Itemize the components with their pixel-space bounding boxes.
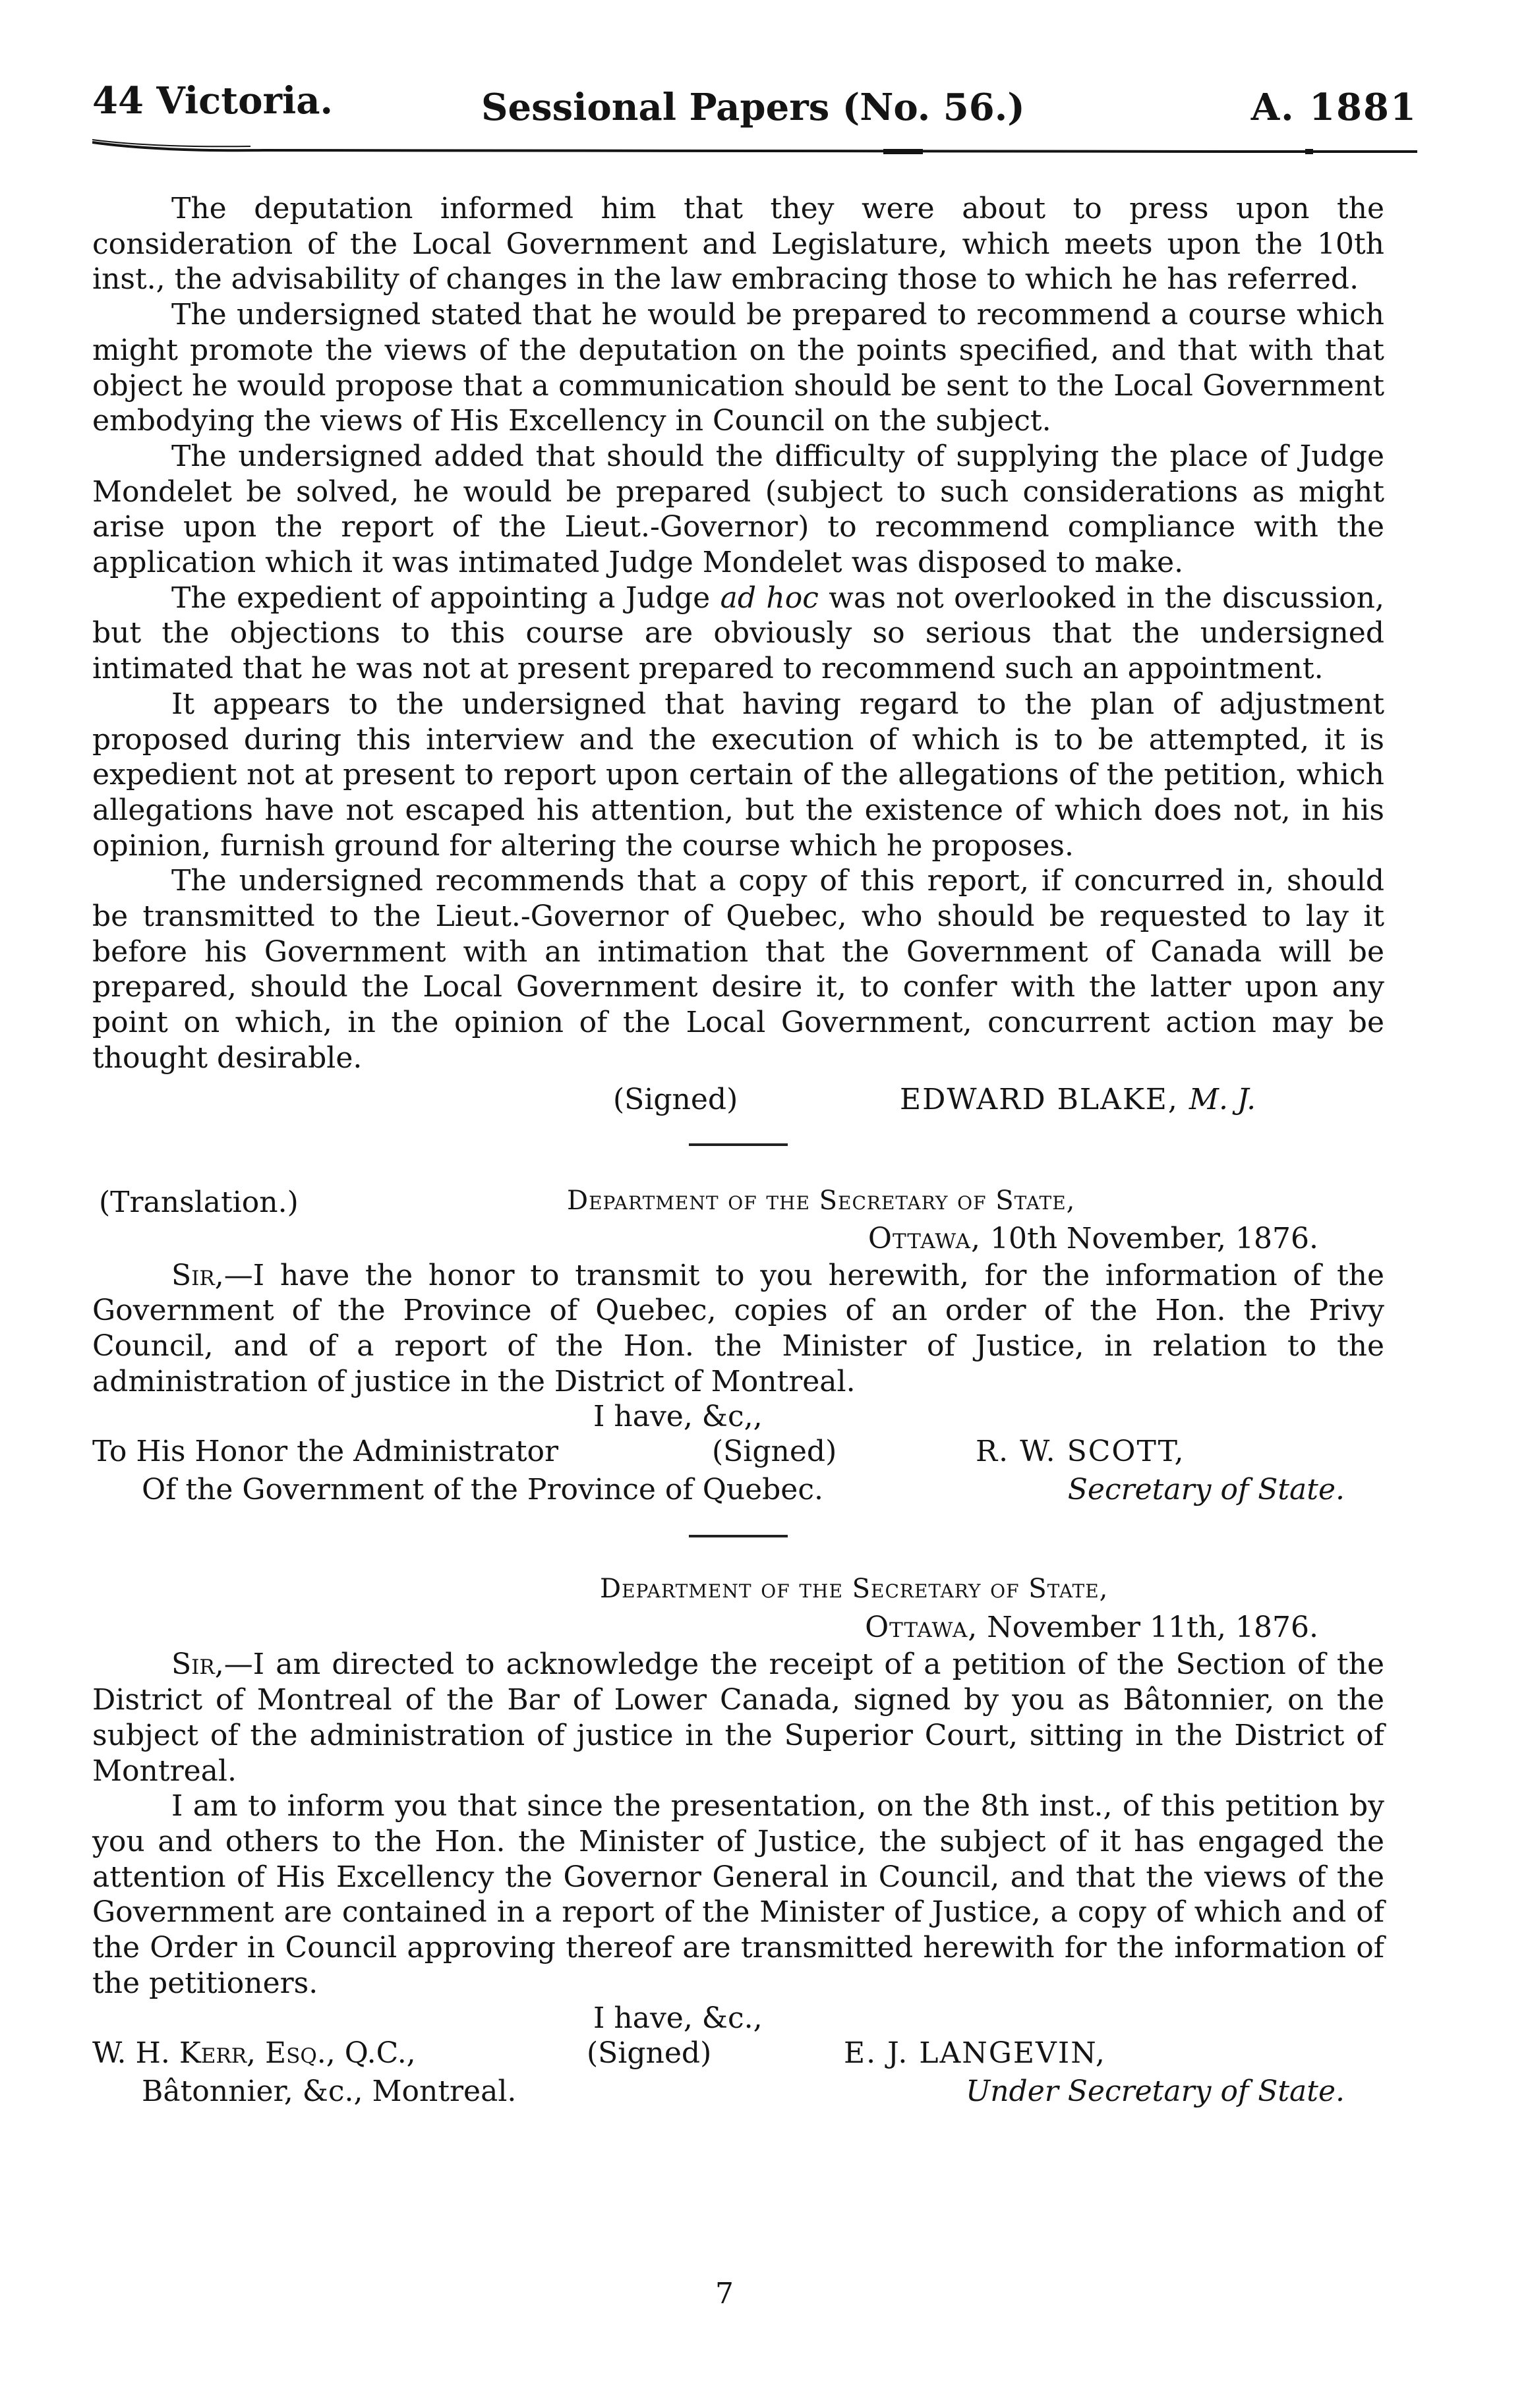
letter1-salutation: Sir,: [171, 1258, 224, 1292]
letter-2: [92, 1569, 1384, 2122]
letter2-department: Department of the Secretary of State,: [600, 1574, 1109, 1605]
report-paragraph-2: The undersigned stated that he would be prepared to recommend a course which might promote the views of the deputation on the points specified, and that with that object he would propose that a communication should be sent to the Local Government embodying the views of His Excellency in Council on the subject.: [92, 298, 1384, 438]
section-divider-2: [689, 1535, 788, 1537]
page-header: [92, 46, 1417, 138]
letter1-body: [92, 1258, 1384, 1400]
report-paragraph-4: [92, 581, 1384, 687]
report-paragraph-4-lead: The: [171, 581, 227, 615]
letter1-place-date: [92, 1220, 1384, 1258]
letter2-addressee-2: Bâtonnier, &c., Montreal.: [142, 2075, 517, 2109]
report-paragraph-4-a: expedient of appointing a Judge: [237, 581, 711, 615]
letter2-addressee-1: W. H. Kerr, Esq., Q.C.,: [92, 2036, 416, 2071]
letter1-city: Ottawa,: [867, 1221, 982, 1255]
report-signed-label: (Signed): [613, 1082, 738, 1116]
report-paragraph-6: The undersigned recommends that a copy of this report, if concurred in, should be transmitted to the Lieut.-Governor of Quebec, who should be requested to lay it before his Government with an intimation that the Government of Canada will be prepared, should the Local Government desire it, to confer with the latter upon any point on which, in the opinion of the Local Government, concurrent action may be thought desirable.: [92, 864, 1384, 1075]
letter2-body-1-text: —I am directed to acknowledge the receipt of a petition of the Section of the District of Montreal of the Bar of Lower Canada, signed by you as Bâtonnier, on the subject of the administration of justice in the Superior Court, sitting in the District of Montreal.: [92, 1648, 1384, 1788]
letter2-body-1: [92, 1647, 1384, 1789]
letter1-addressee-2: Of the Government of the Province of Quebec.: [142, 1473, 823, 1507]
letter1-signer-title: Secretary of State.: [1067, 1473, 1345, 1507]
report-signer: [900, 1083, 1256, 1116]
report-signature: [92, 1076, 1384, 1122]
letter1-date: 10th November, 1876.: [990, 1221, 1318, 1255]
header-title: Sessional Papers (No. 56.): [481, 86, 1025, 129]
letter2-closing: I have, &c.,: [593, 2001, 763, 2036]
report-paragraph-1: The deputation informed him that they were about to press upon the consideration of the Local Government and Legislature, which meets upon the 10th inst., the advisability of changes in the law embracing those to which he has referred.: [92, 192, 1384, 297]
letter1-signer: R. W. SCOTT,: [976, 1435, 1185, 1469]
page-content: [92, 191, 1384, 2122]
letter2-date: November 11th, 1876.: [987, 1611, 1318, 1645]
letter2-signer: E. J. LANGEVIN,: [844, 2036, 1106, 2071]
letter1-department: Department of the Secretary of State,: [567, 1185, 1076, 1216]
report-section: [92, 191, 1384, 1146]
report-paragraph-3: The undersigned added that should the difficulty of supplying the place of Judge Mondelet be solved, he would be prepared (subject to such considerations as might arise upon the report of the Lieut.-Governor) to recommend compliance with the application which it was intimated Judge Mondelet was disposed to make.: [92, 439, 1384, 580]
letter-1: [92, 1179, 1384, 1538]
section-divider-1: [689, 1143, 788, 1146]
letter1-signed-label: (Signed): [712, 1435, 837, 1469]
letter1-signature: [92, 1435, 1384, 1514]
report-ad-hoc: ad hoc: [720, 581, 819, 615]
letter1-heading: [92, 1179, 1384, 1220]
report-signer-role: M. J.: [1189, 1082, 1256, 1116]
letter2-signer-title: Under Secretary of State.: [966, 2075, 1345, 2109]
letter2-city: Ottawa,: [865, 1611, 978, 1645]
letter1-closing: I have, &c,,: [593, 1400, 763, 1434]
report-paragraph-5: It appears to the undersigned that having regard to the plan of adjustment proposed during this interview and the execution of which is to be attempted, it is expedient not at present to report upon certain of the allegations of the petition, which allegations have not escaped his attention, but the existence of which does not, in his opinion, furnish ground for altering the course which he proposes.: [92, 687, 1384, 863]
header-year: A. 1881: [1250, 86, 1417, 129]
letter2-signed-label: (Signed): [587, 2036, 712, 2071]
letter2-place-date: [92, 1609, 1384, 1647]
report-paragraph-4-b: was not overlooked in the discussion, but the objections to this course are obviously so serious that the undersigned intimated that he was not at present prepared to recommend such an appointment.: [92, 581, 1384, 686]
page-number: 7: [715, 2277, 734, 2310]
letter2-body-2: I am to inform you that since the presentation, on the 8th inst., of this petition by you and others to the Hon. the Minister of Justice, the subject of it has engaged the attention of His Excellency the Governor General in Council, and that the views of the Government are contained in a report of the Minister of Justice, a copy of which and of the Order in Council approving thereof are transmitted herewith for the information of the petitioners.: [92, 1789, 1384, 2000]
report-signer-name: EDWARD BLAKE,: [900, 1082, 1179, 1116]
letter1-addressee-1: To His Honor the Administrator: [92, 1435, 559, 1469]
letter2-signature: [92, 2036, 1384, 2122]
header-rule: [92, 137, 1417, 157]
letter1-body-text: —I have the honor to transmit to you herewith, for the information of the Government of the Province of Quebec, copies of an order of the Hon. the Privy Council, and of a report of the Hon. the Minister of Justice, in relation to the administration of justice in the District of Montreal.: [92, 1258, 1384, 1398]
translation-label: (Translation.): [99, 1185, 299, 1219]
header-session: 44 Victoria.: [92, 79, 334, 123]
letter2-salutation: Sir,: [171, 1648, 224, 1682]
